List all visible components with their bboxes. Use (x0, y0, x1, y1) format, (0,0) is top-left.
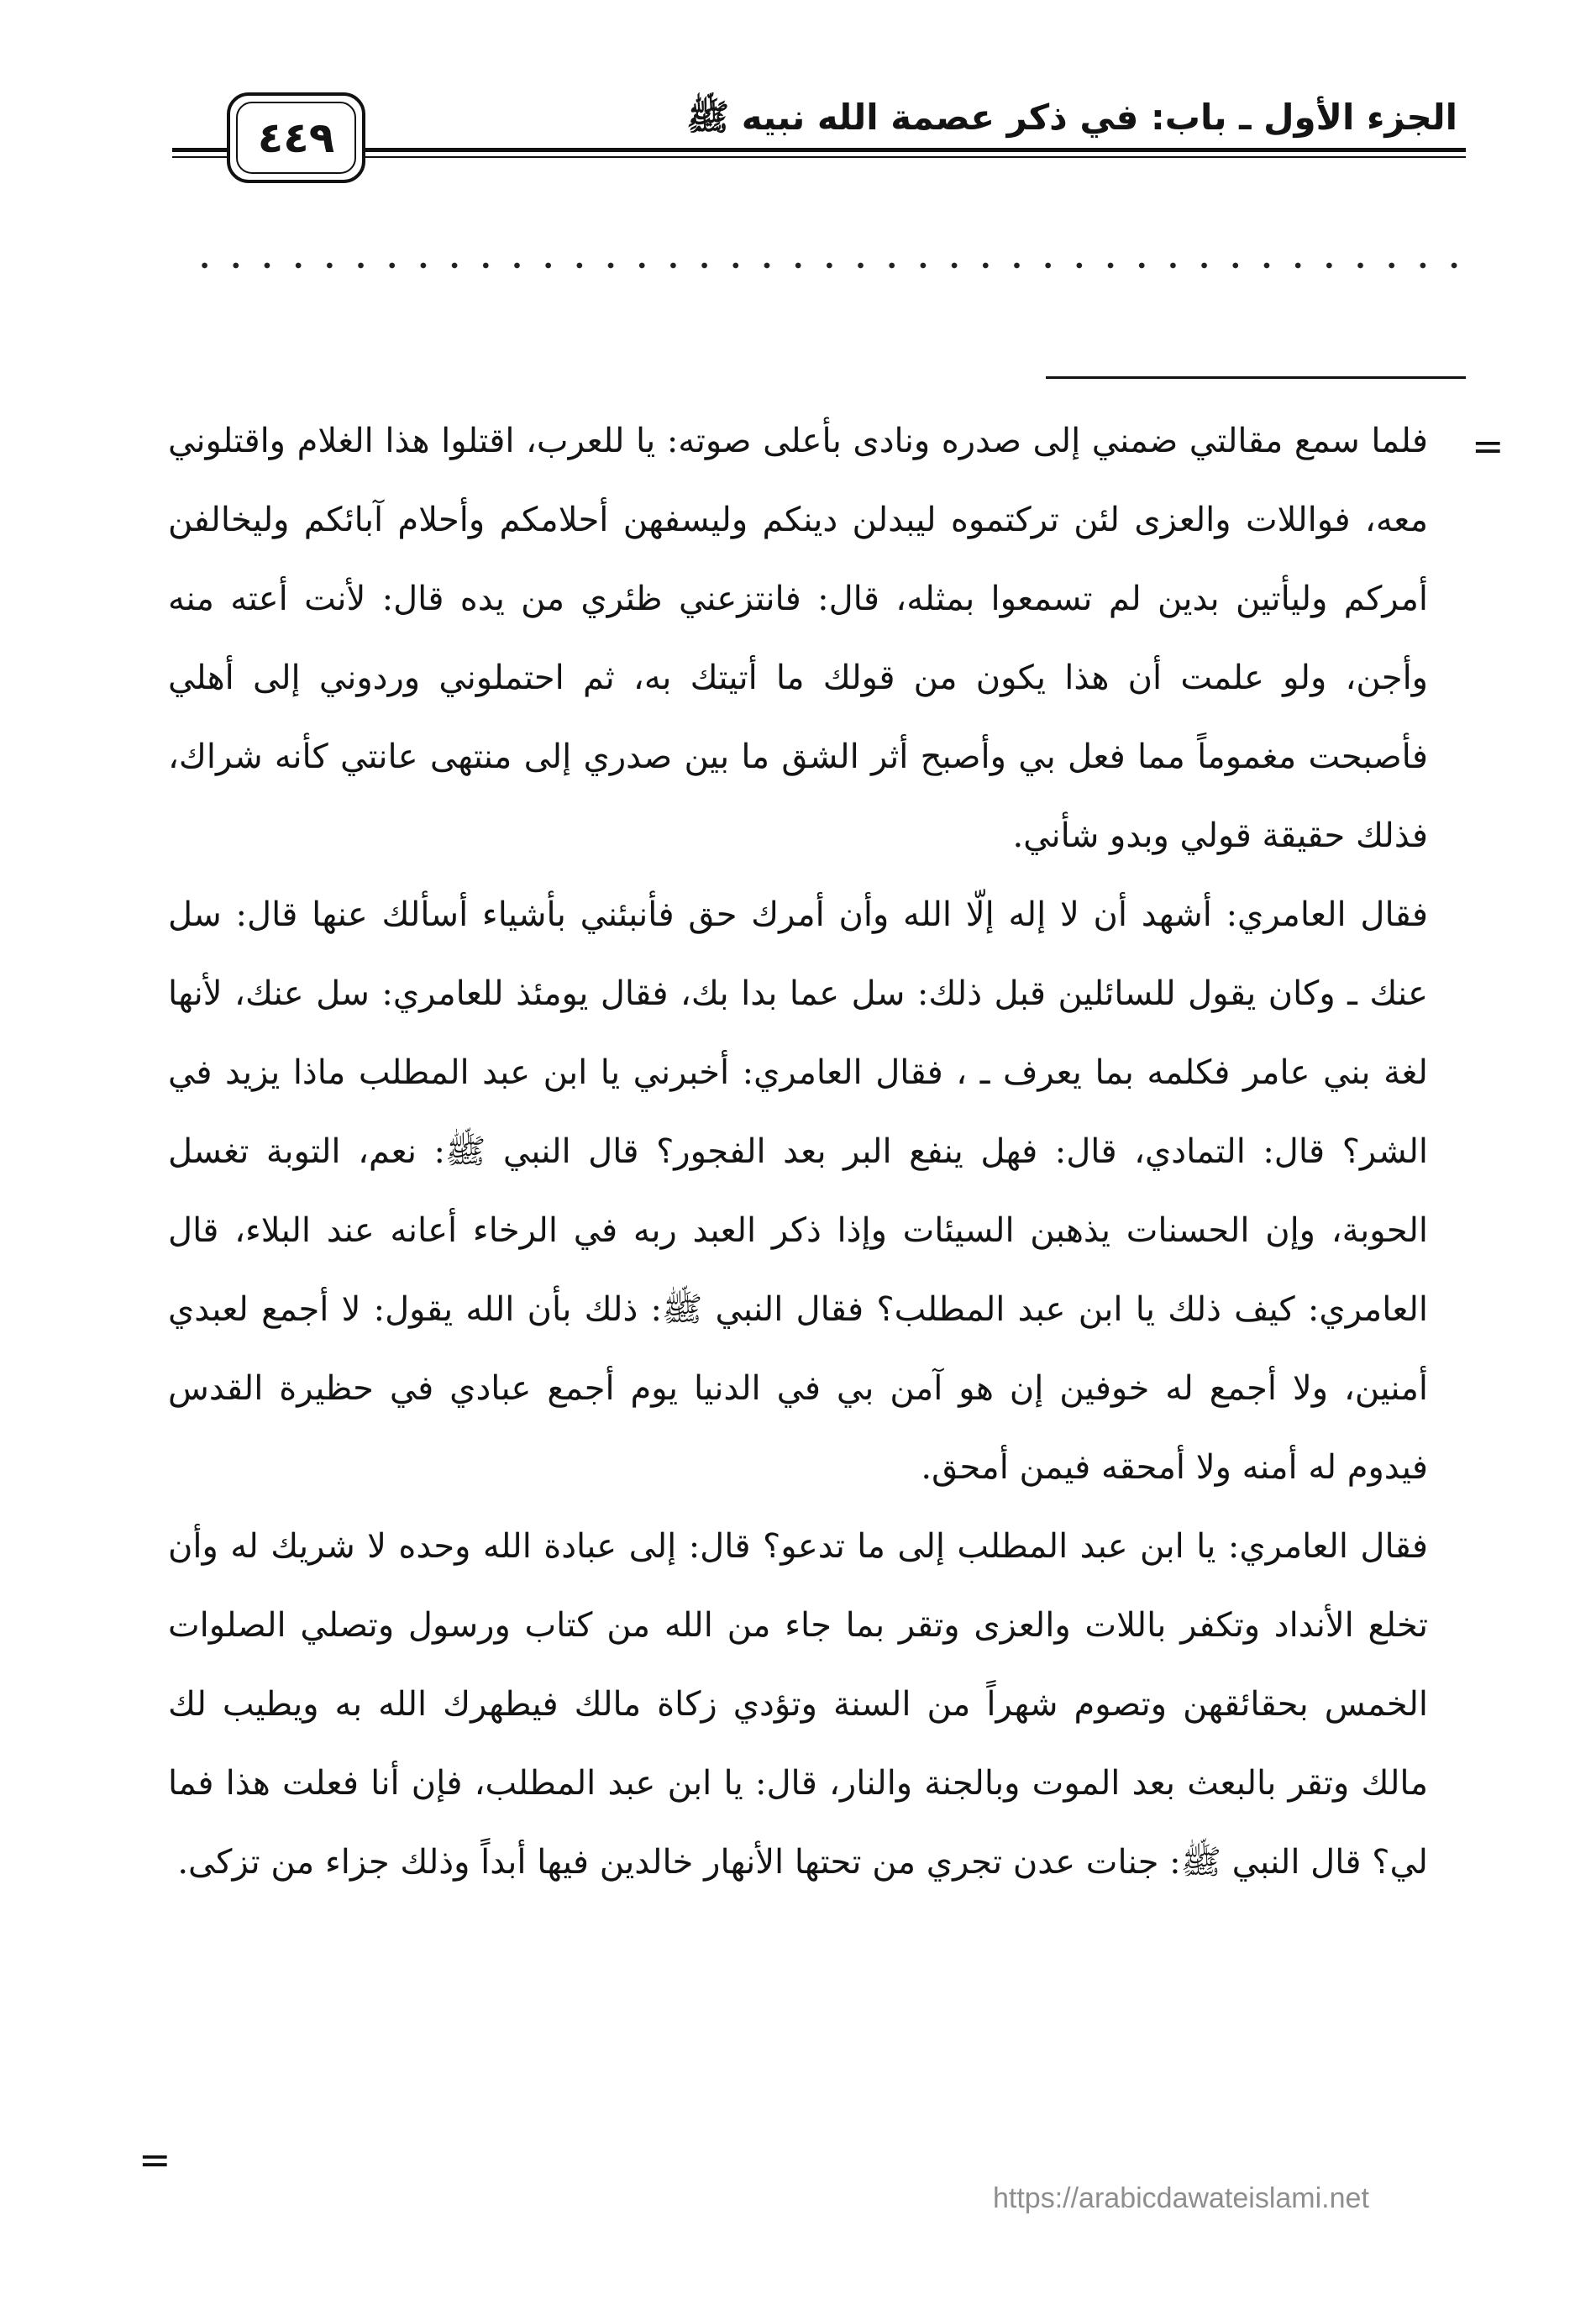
continuation-rule (1046, 376, 1466, 379)
paragraph: فقال العامري: يا ابن عبد المطلب إلى ما تدعو؟ قال: إلى عبادة الله وحده لا شريك له وأن تخلع الأنداد وتكفر باللات والعزى وتقر بما جاء من الله من كتاب ورسول وتصلي الصلوات الخمس بحقائقهن وتصوم شهراً من السنة وتؤدي زكاة مالك فيطهرك الله به ويطيب لك مالك وتقر بالبعث بعد الموت وبالجنة والنار، قال: يا ابن عبد المطلب، فإن أنا فعلت هذا فما لي؟ قال النبي ﷺ: جنات عدن تجري من تحتها الأنهار خالدين فيها أبداً وذلك جزاء من تزكى. (168, 1527, 1428, 1882)
page-number: ٤٤٩ (257, 113, 335, 162)
paragraph: فقال العامري: أشهد أن لا إله إلّا الله وأن أمرك حق فأنبئني بأشياء أسألك عنها قال: سل عنك ـ وكان يقول للسائلين قبل ذلك: سل عما بدا بك، فقال يومئذ للعامري: سل عنك، لأنها لغة بني عامر فكلمه بما يعرف ـ ، فقال العامري: أخبرني يا ابن عبد المطلب ماذا يزيد في الشر؟ قال: التمادي، قال: فهل ينفع البر بعد الفجور؟ قال النبي ﷺ: نعم، التوبة تغسل الحوبة، وإن الحسنات يذهبن السيئات وإذا ذكر العبد ربه في الرخاء أعانه عند البلاء، قال العامري: كيف ذلك يا ابن عبد المطلب؟ فقال النبي ﷺ: ذلك بأن الله يقول: لا أجمع لعبدي أمنين، ولا أجمع له خوفين إن هو آمن بي في الدنيا يوم أجمع عبادي في حظيرة القدس فيدوم له أمنه ولا أمحقه فيمن أمحق. (168, 895, 1428, 1487)
paragraph: فلما سمع مقالتي ضمني إلى صدره ونادى بأعلى صوته: يا للعرب، اقتلوا هذا الغلام واقتلوني معه، فواللات والعزى لئن تركتموه ليبدلن دينكم وليسفهن أحلامكم وأحلام آبائكم وليخالفن أمركم وليأتين بدين لم تسمعوا بمثله، قال: فانتزعني ظئري من يده قال: لأنت أعته منه وأجن، ولو علمت أن هذا يكون من قولك ما أتيتك به، ثم احتملوني وردوني إلى أهلي فأصبحت مغموماً مما فعل بي وأصبح أثر الشق ما بين صدري إلى منتهى عانتي كأنه شراك، فذلك حقيقة قولي وبدو شأني. (168, 422, 1428, 855)
watermark-url: https://arabicdawateislami.net (993, 2182, 1369, 2214)
page-number-frame (227, 92, 365, 183)
body-text (168, 402, 1428, 1902)
dotted-separator (189, 260, 1457, 270)
running-title: الجزء الأول ـ باب: في ذكر عصمة الله نبيه ﷺ (686, 97, 1457, 138)
continuation-mark-top: = (1472, 423, 1504, 469)
header-rule-thick (172, 148, 1466, 152)
header-rule-thin (172, 156, 1466, 158)
continuation-mark-bottom: = (139, 2137, 171, 2182)
